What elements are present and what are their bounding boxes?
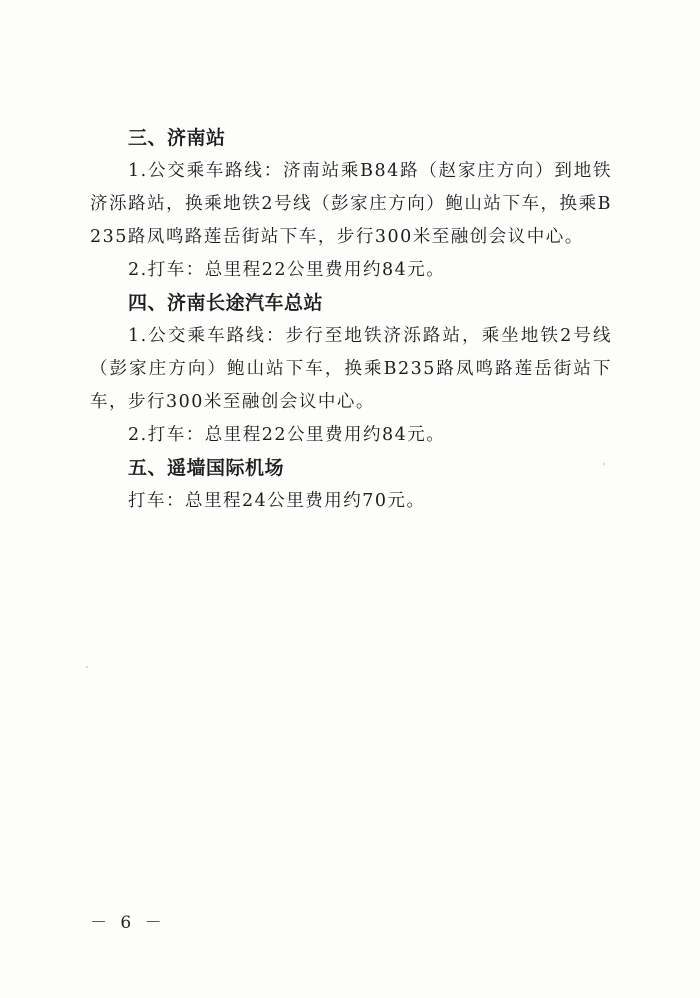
paragraph-jinan-station-bus: 1.公交乘车路线：济南站乘B84路（赵家庄方向）到地铁济泺路站，换乘地铁2号线（彭家庄方向）鲍山站下车，换乘B235路凤鸣路莲岳街站下车，步行300米至融创会议中心。 bbox=[90, 161, 612, 247]
paragraph-airport-taxi: 打车：总里程24公里费用约70元。 bbox=[128, 491, 426, 511]
paragraph-jinan-station-taxi: 2.打车：总里程22公里费用约84元。 bbox=[128, 260, 446, 280]
scan-speck bbox=[86, 666, 88, 668]
page-number: － 6 － bbox=[90, 913, 166, 933]
section-heading-jinan-station: 三、济南站 bbox=[128, 127, 226, 149]
paragraph-bus-station-bus: 1.公交乘车路线：步行至地铁济泺路站，乘坐地铁2号线（彭家庄方向）鲍山站下车，换乘B235路凤鸣路莲岳街站下车，步行300米至融创会议中心。 bbox=[90, 326, 612, 412]
section-heading-yaoqiang-airport: 五、遥墙国际机场 bbox=[128, 457, 285, 479]
document-body bbox=[90, 122, 612, 518]
paragraph-bus-station-taxi: 2.打车：总里程22公里费用约84元。 bbox=[128, 425, 446, 445]
scan-speck bbox=[603, 463, 605, 465]
section-heading-long-distance-bus-station: 四、济南长途汽车总站 bbox=[128, 292, 324, 314]
